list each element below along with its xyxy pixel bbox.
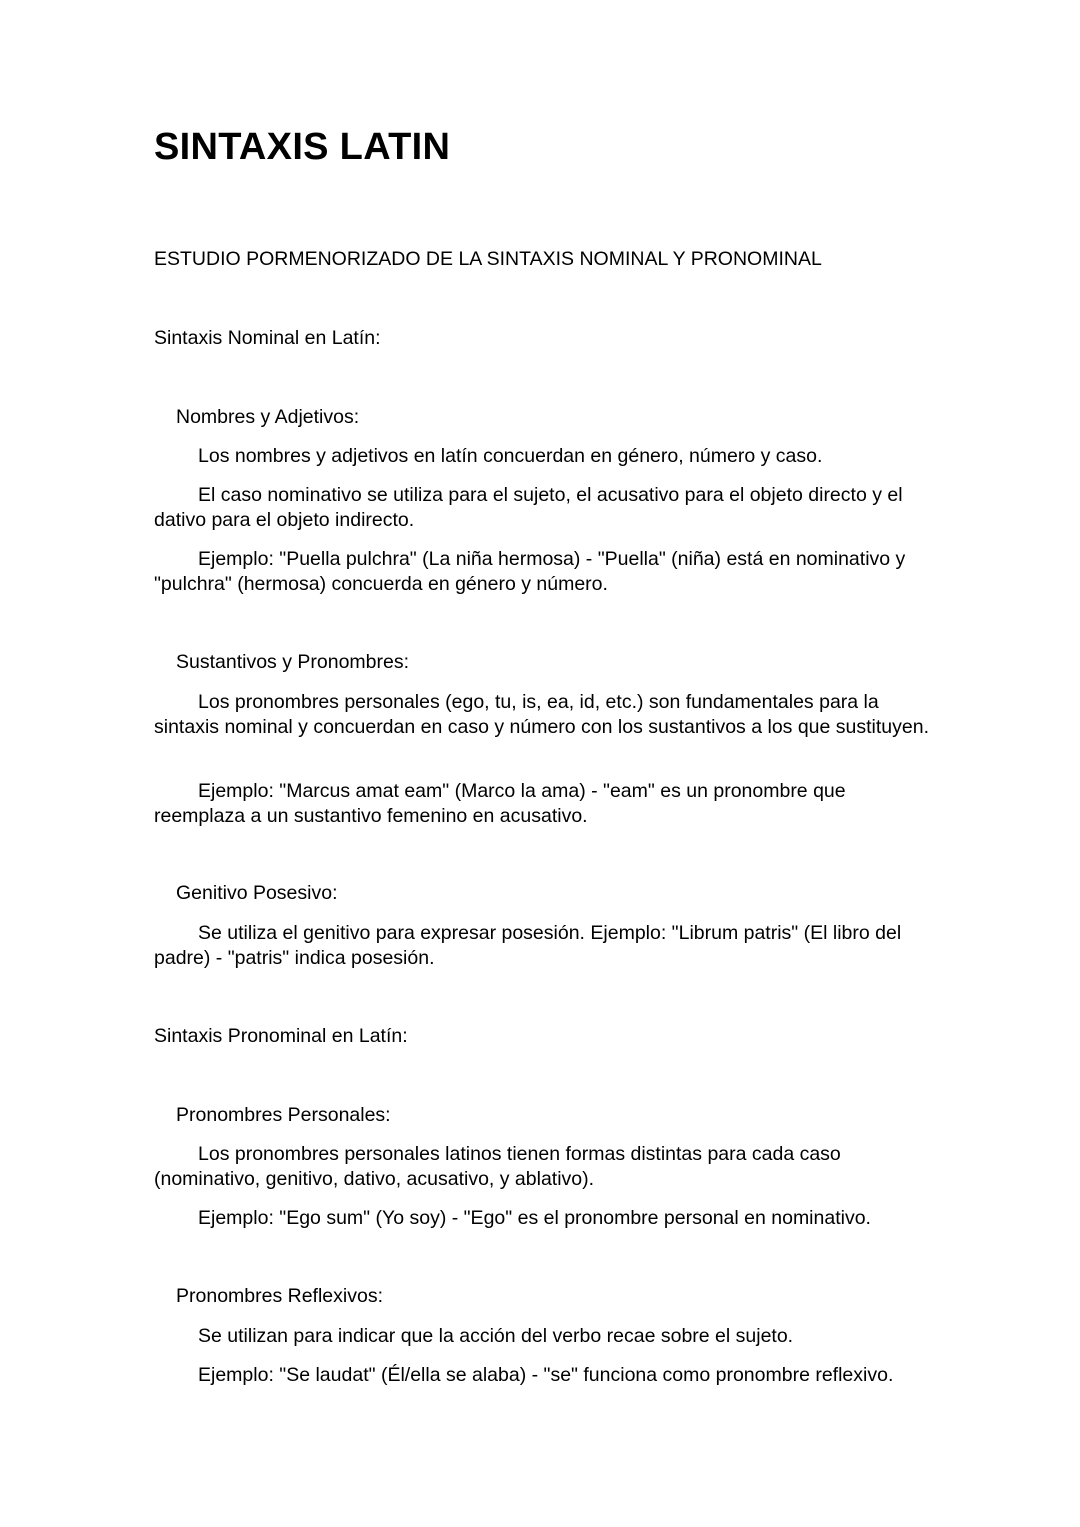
subsection-heading-nombres-adjetivos: Nombres y Adjetivos: — [176, 406, 360, 428]
paragraph-reflexivos-ejemplo: Ejemplo: "Se laudat" (Él/ella se alaba) - "se" funciona como pronombre reflexivo. — [198, 1364, 894, 1386]
section-heading-nominal: Sintaxis Nominal en Latín: — [154, 327, 381, 349]
paragraph-reflexivos-uso: Se utilizan para indicar que la acción del verbo recae sobre el sujeto. — [198, 1325, 794, 1347]
subsection-heading-sustantivos-pronombres: Sustantivos y Pronombres: — [176, 651, 410, 673]
subsection-heading-genitivo: Genitivo Posesivo: — [176, 882, 338, 904]
paragraph-nombres-concordancia: Los nombres y adjetivos en latín concuerdan en género, número y caso. — [198, 445, 823, 467]
document-subtitle: ESTUDIO PORMENORIZADO DE LA SINTAXIS NOMINAL Y PRONOMINAL — [154, 248, 822, 270]
section-heading-pronominal: Sintaxis Pronominal en Latín: — [154, 1025, 408, 1047]
paragraph-sustantivos-ejemplo: Ejemplo: "Marcus amat eam" (Marco la ama) - "eam" es un pronombre que reemplaza a un sustantivo femenino en acusativo. — [154, 780, 846, 827]
paragraph-genitivo: Se utiliza el genitivo para expresar posesión. Ejemplo: "Librum patris" (El libro del padre) - "patris" indica posesión. — [154, 922, 902, 969]
subsection-heading-pronombres-personales: Pronombres Personales: — [176, 1104, 391, 1126]
paragraph-personales-ejemplo: Ejemplo: "Ego sum" (Yo soy) - "Ego" es el pronombre personal en nominativo. — [198, 1207, 871, 1229]
paragraph-personales-formas: Los pronombres personales latinos tienen formas distintas para cada caso (nominativo, genitivo, dativo, acusativo, y ablativo). — [154, 1143, 841, 1190]
paragraph-nombres-ejemplo: Ejemplo: "Puella pulchra" (La niña hermosa) - "Puella" (niña) está en nominativo y "pulchra" (hermosa) concuerda en género y número. — [154, 548, 906, 595]
subsection-heading-pronombres-reflexivos: Pronombres Reflexivos: — [176, 1285, 383, 1307]
page-title: SINTAXIS LATIN — [154, 126, 451, 168]
paragraph-nombres-casos: El caso nominativo se utiliza para el sujeto, el acusativo para el objeto directo y el dativo para el objeto indirecto. — [154, 484, 903, 531]
paragraph-sustantivos-pronombres: Los pronombres personales (ego, tu, is, ea, id, etc.) son fundamentales para la sintaxis nominal y concuerdan en caso y número con los sustantivos a los que sustituyen. — [154, 691, 930, 738]
